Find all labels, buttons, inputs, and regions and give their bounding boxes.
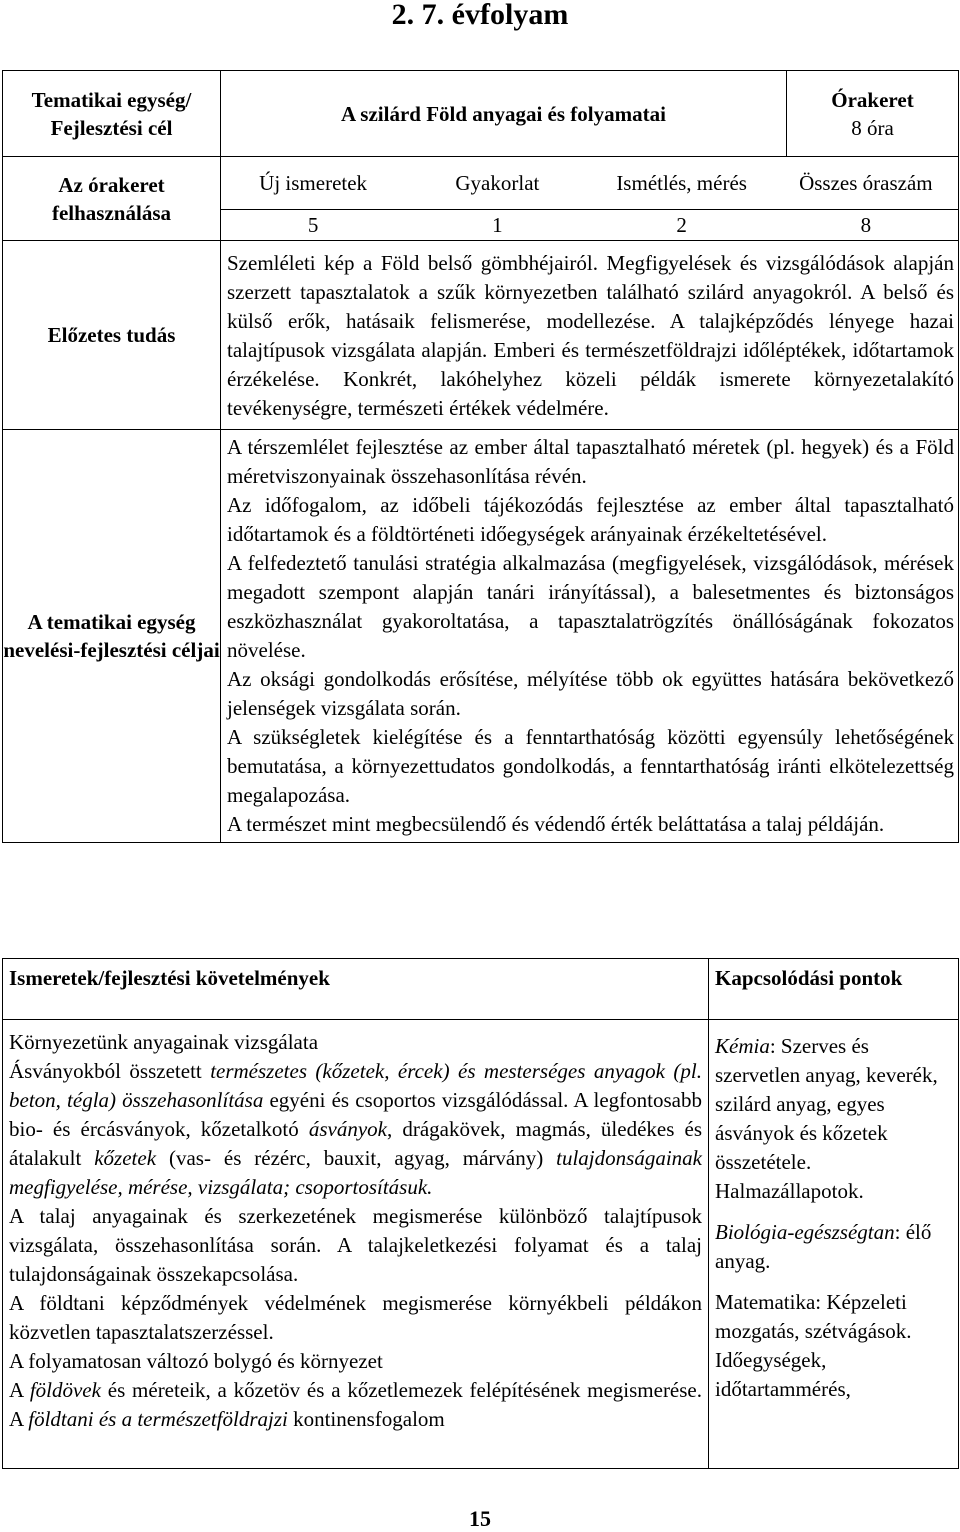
usage-val-practice: 1 (492, 213, 503, 237)
usage-col-total: Összes óraszám (799, 171, 933, 195)
usage-values (221, 210, 959, 241)
req-paragraph-protection: A földtani képződmények védelmének megismerése környékbeli példákon közvetlen tapasztalatszerzéssel. (9, 1291, 702, 1344)
goal-paragraph: A felfedeztető tanulási stratégia alkalmazása (megfigyelések, vizsgálódások, mérések megadott szempont alapján tanári irányítással), a balesetmentes és biztonságos eszközhasználat gyakoroltatása, a tapasztalatrögzítés önállóságának fokozatos növelése. (227, 551, 954, 662)
req-heading-planet: A folyamatosan változó bolygó és környezet (9, 1349, 383, 1373)
link-chemistry: Kémia: Szerves és szervetlen anyag, keverék, szilárd anyag, egyes ásványok és kőzetek összetétele. Halmazállapotok. (715, 1034, 938, 1203)
prior-label: Előzetes tudás (3, 241, 221, 430)
req-paragraph-minerals: Ásványokból összetett természetes (kőzetek, ércek) és mesterséges anyagok (pl. beton, tégla) összehasonlítása egyéni és csoportos vizsgálódással. A legfontosabb bio- és ércásványok, kőzetalkotó ásványok, drágakövek, magmás, üledékes és átalakult kőzetek (vas- és rézérc, bauxit, agyag, márvány) tulajdonságainak megfigyelése, mérése, vizsgálata; csoportosításuk. (9, 1059, 702, 1199)
unit-label: Tematikai egység/ Fejlesztési cél (3, 71, 221, 157)
req-paragraph-earth-layers: A földövek és méreteik, a kőzetöv és a kőzetlemezek felépítésének megismerése. A földtani és a természetföldrajzi kontinensfogalom (9, 1378, 702, 1431)
hours-label: Órakeret (831, 87, 914, 112)
goal-paragraph: A természet mint megbecsülendő és védendő érték beláttatása a talaj példáján. (227, 812, 885, 836)
prior-paragraph: Szemléleti kép a Föld belső gömbhéjairól. Megfigyelések és vizsgálódások alapján szerzett tapasztalatok a szűk környezetben található szilárd anyagokról. A belső és külső erők, hatásaik felismerése, modellezése. A talajképződés lényege hazai talajtípusok vizsgálata alapján. Emberi és természetföldrajzi időléptékek, időtartamok érzékelése. Konkrét, lakóhelyhez közeli példák ismerete környezetalakító tevékenységre, természeti értékek védelmére. (227, 251, 954, 420)
usage-val-total: 8 (860, 213, 872, 237)
links-body (709, 1020, 959, 1469)
goal-paragraph: A szükségletek kielégítése és a fenntarthatóság közötti egyensúly lehetőségének bemutatása, a környezettudatos gondolkodás, a fenntarthatóság iránti elkötelezettség megalapozása. (227, 725, 954, 807)
unit-title: A szilárd Föld anyagai és folyamatai (221, 71, 787, 157)
usage-val-review: 2 (676, 213, 687, 237)
prior-text (221, 241, 959, 430)
req-heading-materials: Környezetünk anyagainak vizsgálata (9, 1030, 319, 1054)
usage-col-review: Ismétlés, mérés (616, 171, 747, 195)
page-number: 15 (469, 1506, 491, 1531)
hours-value: 8 óra (851, 115, 894, 140)
req-paragraph-soil: A talaj anyagainak és szerkezetének megismerése különböző talajtípusok vizsgálata, összehasonlítása során. A talajkeletkezési folyamat és a talaj tulajdonságainak összekapcsolása. (9, 1204, 702, 1286)
goals-label: A tematikai egység nevelési-fejlesztési céljai (3, 430, 221, 843)
link-biology: Biológia-egészségtan: élő anyag. (715, 1220, 932, 1273)
goal-paragraph: Az oksági gondolkodás erősítése, mélyítése több ok együttes hatására bekövetkező jelenségek vizsgálata során. (227, 667, 954, 720)
page-title: 2. 7. évfolyam (391, 0, 569, 31)
link-math: Matematika: Képzeleti mozgatás, szétvágások. Időegységek, időtartammérés, (715, 1290, 912, 1401)
requirements-body (3, 1020, 709, 1469)
requirements-table (2, 958, 959, 1469)
unit-table (2, 70, 959, 843)
usage-columns (221, 157, 959, 210)
requirements-header: Ismeretek/fejlesztési követelmények (3, 959, 709, 1020)
usage-label: Az órakeret felhasználása (3, 157, 221, 241)
usage-col-new: Új ismeretek (259, 171, 368, 195)
links-header: Kapcsolódási pontok (709, 959, 959, 1020)
hours-cell (787, 71, 959, 157)
goal-paragraph: A térszemlélet fejlesztése az ember által tapasztalható méretek (pl. hegyek) és a Föld méretviszonyainak összehasonlítása révén. (227, 435, 954, 488)
goals-text (221, 430, 959, 843)
usage-col-practice: Gyakorlat (455, 171, 540, 195)
usage-val-new: 5 (307, 213, 319, 237)
goal-paragraph: Az időfogalom, az időbeli tájékozódás fejlesztése az ember által tapasztalható időtartamok és a földtörténeti időegységek arányainak érzékeltetésével. (227, 493, 954, 546)
